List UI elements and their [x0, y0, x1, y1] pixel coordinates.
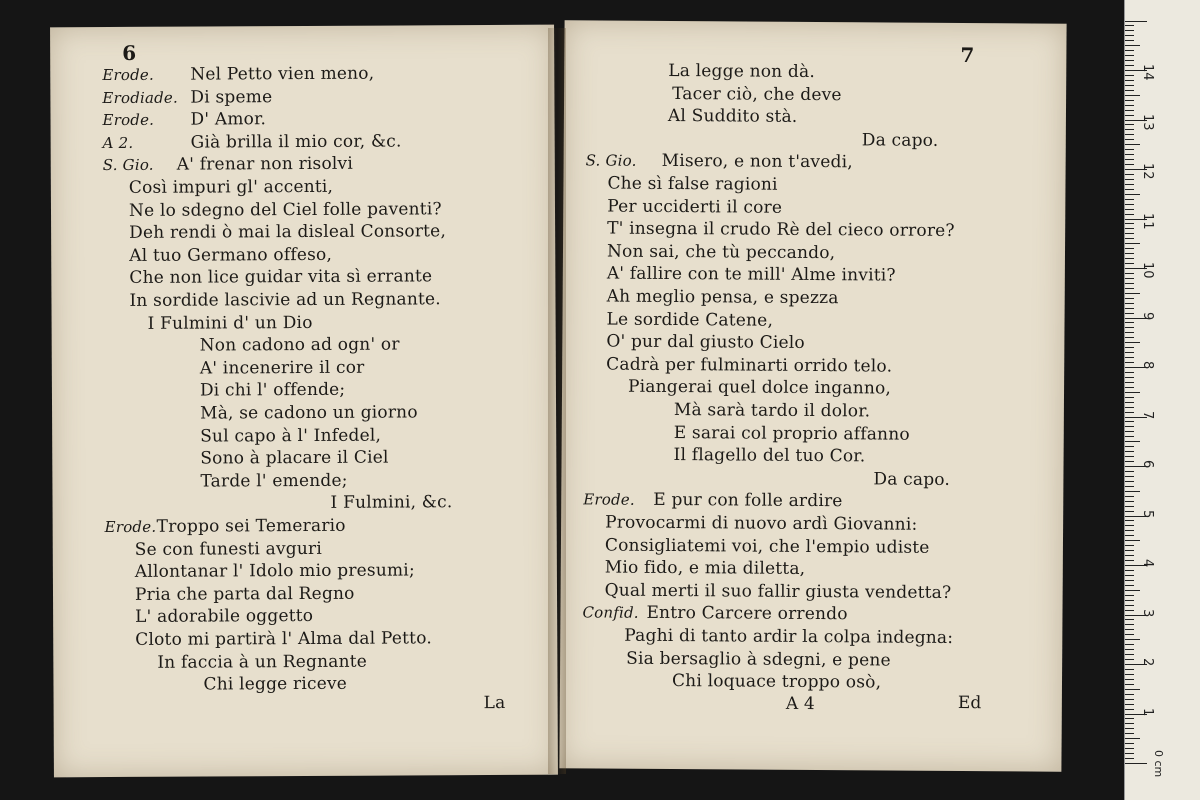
ruler-tick — [1125, 357, 1134, 358]
ruler-number: 7 — [1140, 410, 1155, 419]
ruler-tick — [1125, 540, 1140, 541]
verse-line: Consigliatemi voi, che l'empio udiste — [604, 535, 930, 558]
book-gutter — [548, 28, 566, 774]
ruler-tick — [1125, 511, 1134, 512]
verse-line: Misero, e non t'avedi, — [661, 151, 853, 173]
catchword-right: Ed — [957, 693, 982, 714]
ruler-tick — [1125, 327, 1134, 328]
ruler-tick — [1125, 238, 1134, 239]
measuring-ruler — [1124, 0, 1200, 800]
ruler-tick — [1125, 644, 1134, 645]
ruler-tick — [1125, 184, 1134, 185]
left-page — [50, 25, 558, 778]
ruler-tick — [1125, 362, 1134, 363]
ruler-tick — [1125, 689, 1140, 690]
ruler-tick — [1125, 21, 1147, 22]
ruler-tick — [1125, 481, 1134, 482]
ruler-tick — [1125, 659, 1134, 660]
ruler-tick — [1125, 313, 1134, 314]
verse-line: Così impuri gl' accenti, — [128, 176, 334, 198]
ruler-tick — [1125, 506, 1134, 507]
ruler-tick — [1125, 233, 1134, 234]
ruler-tick — [1125, 412, 1134, 413]
ruler-tick — [1125, 243, 1140, 244]
verse-line: Da capo. — [861, 130, 939, 151]
ruler-tick — [1125, 763, 1147, 764]
ruler-tick — [1125, 134, 1134, 135]
ruler-tick — [1125, 605, 1134, 606]
ruler-tick — [1125, 95, 1140, 96]
ruler-tick — [1125, 60, 1134, 61]
verse-line: Entro Carcere orrendo — [646, 603, 848, 625]
speaker-label: Erode. — [583, 490, 635, 510]
ruler-tick — [1125, 585, 1134, 586]
verse-line: Al tuo Germano offeso, — [129, 244, 333, 266]
verse-line: Sul capo à l' Infedel, — [200, 425, 382, 447]
verse-line: Le sordide Catene, — [606, 309, 774, 331]
ruler-tick — [1125, 456, 1134, 457]
ruler-number: 14 — [1140, 64, 1155, 81]
ruler-tick — [1125, 159, 1134, 160]
ruler-tick — [1125, 501, 1134, 502]
ruler-tick — [1125, 223, 1134, 224]
ruler-number: 4 — [1140, 559, 1155, 568]
verse-line: Mà, se cadono un giorno — [200, 402, 418, 424]
ruler-tick — [1125, 308, 1134, 309]
verse-line: Paghi di tanto ardir la colpa indegna: — [624, 625, 954, 648]
page-number-right: 7 — [960, 43, 975, 68]
page-number-left: 6 — [122, 40, 137, 65]
ruler-tick — [1125, 288, 1134, 289]
verse-line: La legge non dà. — [668, 60, 816, 83]
ruler-tick — [1125, 199, 1134, 200]
ruler-number: 9 — [1140, 311, 1155, 320]
ruler-tick — [1125, 65, 1134, 66]
ruler-tick — [1125, 382, 1134, 383]
ruler-tick — [1125, 560, 1134, 561]
ruler-tick — [1125, 723, 1134, 724]
verse-line: A' frenar non risolvi — [176, 154, 354, 176]
verse-line: Mà sarà tardo il dolor. — [673, 400, 871, 422]
verse-line: L' adorabile oggetto — [135, 606, 314, 628]
ruler-tick — [1125, 684, 1134, 685]
ruler-number: 11 — [1140, 212, 1155, 230]
speaker-label: Erode. — [104, 517, 157, 537]
ruler-tick — [1125, 55, 1134, 56]
ruler-tick — [1125, 679, 1134, 680]
ruler-tick — [1125, 149, 1134, 150]
verse-line: T' insegna il crudo Rè del cieco orrore? — [607, 218, 955, 242]
ruler-number: 13 — [1140, 113, 1155, 131]
ruler-tick — [1125, 451, 1134, 452]
ruler-tick — [1125, 634, 1134, 635]
speaker-label: Erodiade. — [102, 88, 179, 107]
ruler-number: 2 — [1140, 658, 1155, 667]
catchword-left: La — [483, 692, 506, 714]
ruler-tick — [1125, 397, 1134, 398]
ruler-tick — [1125, 758, 1134, 759]
ruler-tick — [1125, 273, 1134, 274]
ruler-tick — [1125, 253, 1134, 254]
ruler-tick — [1125, 639, 1140, 640]
ruler-tick — [1125, 728, 1134, 729]
ruler-tick — [1125, 402, 1134, 403]
verse-line: Nel Petto vien meno, — [190, 63, 375, 85]
verse-line: Ah meglio pensa, e spezza — [606, 286, 839, 309]
right-page — [559, 20, 1066, 771]
ruler-tick — [1125, 372, 1134, 373]
verse-line: Già brilla il mio cor, &c. — [190, 131, 402, 153]
ruler-tick — [1125, 619, 1134, 620]
ruler-tick — [1125, 555, 1134, 556]
ruler-tick — [1125, 407, 1134, 408]
ruler-tick — [1125, 154, 1134, 155]
ruler-tick — [1125, 228, 1134, 229]
ruler-tick — [1125, 441, 1140, 442]
verse-line: Provocarmi di nuovo ardì Giovanni: — [605, 512, 918, 535]
ruler-tick — [1125, 426, 1134, 427]
verse-line: E pur con folle ardire — [653, 490, 843, 512]
ruler-tick — [1125, 595, 1134, 596]
ruler-tick — [1125, 204, 1134, 205]
ruler-tick — [1125, 575, 1134, 576]
speaker-label: S. Gio. — [102, 156, 154, 175]
signature-mark: A 4 — [785, 693, 816, 715]
ruler-tick — [1125, 446, 1134, 447]
ruler-tick — [1125, 610, 1134, 611]
ruler-tick — [1125, 100, 1134, 101]
ruler-tick — [1125, 332, 1134, 333]
verse-line: Il flagello del tuo Cor. — [673, 445, 866, 467]
ruler-tick — [1125, 590, 1140, 591]
verse-line: Che sì false ragioni — [607, 173, 778, 195]
verse-line: Sono à placare il Ciel — [200, 447, 389, 469]
ruler-tick — [1125, 342, 1140, 343]
verse-line: Mio fido, e mia diletta, — [604, 557, 806, 580]
ruler-tick — [1125, 550, 1134, 551]
ruler-tick — [1125, 649, 1134, 650]
verse-line: A' incenerire il cor — [199, 357, 365, 379]
ruler-tick — [1125, 704, 1134, 705]
ruler-tick — [1125, 30, 1134, 31]
ruler-tick — [1125, 194, 1140, 195]
verse-line: A' fallire con te mill' Alme inviti? — [606, 263, 896, 286]
ruler-tick — [1125, 431, 1134, 432]
verse-line: Cadrà per fulminarti orrido telo. — [606, 354, 893, 377]
ruler-tick — [1125, 694, 1134, 695]
ruler-tick — [1125, 753, 1134, 754]
ruler-tick — [1125, 139, 1134, 140]
ruler-tick — [1125, 129, 1134, 130]
ruler-number: 3 — [1140, 608, 1155, 617]
ruler-tick — [1125, 709, 1134, 710]
verse-line: Cloto mi partirà l' Alma dal Petto. — [135, 628, 432, 650]
ruler-tick — [1125, 258, 1134, 259]
speaker-label: Erode. — [102, 110, 155, 130]
ruler-tick — [1125, 293, 1140, 294]
ruler-tick — [1125, 124, 1134, 125]
verse-line: Non cadono ad ogn' or — [199, 334, 400, 356]
verse-line: Che non lice guidar vita sì errante — [129, 266, 433, 289]
verse-line: Tarde l' emende; — [200, 470, 348, 492]
verse-line: Deh rendi ò mai la disleal Consorte, — [129, 221, 447, 244]
verse-line: Qual merti il suo fallir giusta vendetta? — [604, 580, 952, 603]
ruler-number: 12 — [1140, 163, 1155, 180]
ruler-tick — [1125, 421, 1134, 422]
verse-line: Se con funesti avguri — [134, 538, 323, 560]
ruler-tick — [1125, 164, 1134, 165]
speaker-label: Erode. — [102, 65, 154, 85]
ruler-tick — [1125, 298, 1134, 299]
ruler-tick — [1125, 486, 1134, 487]
ruler-tick — [1125, 283, 1134, 284]
verse-line: Di speme — [190, 86, 273, 108]
verse-line: In faccia à un Regnante — [157, 651, 368, 673]
ruler-tick — [1125, 629, 1134, 630]
ruler-tick — [1125, 743, 1134, 744]
verse-line: Non sai, che tù peccando, — [606, 241, 836, 263]
speaker-label: A 2. — [102, 133, 134, 152]
ruler-tick — [1125, 278, 1134, 279]
verse-line: Da capo. — [873, 469, 951, 490]
ruler-tick — [1125, 214, 1134, 215]
ruler-tick — [1125, 209, 1134, 210]
verse-line: Chi loquace troppo osò, — [671, 671, 882, 693]
ruler-tick — [1125, 491, 1140, 492]
ruler-tick — [1125, 105, 1134, 106]
ruler-unit-label: 0 cm — [1152, 750, 1165, 778]
ruler-tick — [1125, 45, 1140, 46]
verse-line: I Fulmini, &c. — [330, 492, 453, 514]
ruler-tick — [1125, 545, 1134, 546]
verse-line: Sia bersaglio à sdegni, e pene — [626, 648, 891, 671]
ruler-tick — [1125, 174, 1134, 175]
ruler-number: 5 — [1140, 509, 1155, 518]
ruler-tick — [1125, 115, 1134, 116]
verse-line: Allontanar l' Idolo mio presumi; — [134, 560, 415, 583]
ruler-number: 6 — [1140, 460, 1155, 469]
ruler-tick — [1125, 436, 1134, 437]
ruler-number: 8 — [1140, 361, 1155, 370]
verse-line: Al Suddito stà. — [667, 106, 798, 128]
ruler-tick — [1125, 303, 1134, 304]
ruler-tick — [1125, 669, 1134, 670]
verse-line: I Fulmini d' un Dio — [147, 312, 313, 334]
speaker-label: Confid. — [582, 603, 639, 623]
ruler-tick — [1125, 248, 1134, 249]
ruler-tick — [1125, 570, 1134, 571]
verse-line: Per ucciderti il core — [607, 196, 783, 218]
ruler-tick — [1125, 322, 1134, 323]
ruler-tick — [1125, 600, 1134, 601]
ruler-tick — [1125, 733, 1134, 734]
ruler-tick — [1125, 80, 1134, 81]
verse-line: O' pur dal giusto Cielo — [606, 331, 805, 354]
verse-line: Tacer ciò, che deve — [672, 83, 842, 105]
ruler-tick — [1125, 718, 1134, 719]
verse-line: Di chi l' offende; — [199, 380, 346, 401]
ruler-tick — [1125, 85, 1134, 86]
ruler-tick — [1125, 263, 1134, 264]
ruler-tick — [1125, 471, 1134, 472]
ruler-tick — [1125, 699, 1134, 700]
ruler-tick — [1125, 50, 1134, 51]
speaker-label: S. Gio. — [585, 151, 637, 171]
ruler-tick — [1125, 377, 1134, 378]
ruler-tick — [1125, 392, 1140, 393]
ruler-tick — [1125, 520, 1134, 521]
ruler-tick — [1125, 654, 1134, 655]
ruler-tick — [1125, 496, 1134, 497]
ruler-tick — [1125, 144, 1140, 145]
ruler-tick — [1125, 35, 1134, 36]
ruler-tick — [1125, 738, 1140, 739]
verse-line: D' Amor. — [190, 109, 267, 130]
ruler-tick — [1125, 535, 1134, 536]
ruler-tick — [1125, 525, 1134, 526]
ruler-tick — [1125, 110, 1134, 111]
ruler-tick — [1125, 530, 1134, 531]
verse-line: Ne lo sdegno del Ciel folle paventi? — [128, 198, 442, 221]
ruler-number: 10 — [1140, 262, 1155, 279]
ruler-tick — [1125, 476, 1134, 477]
verse-line: E sarai col proprio affanno — [673, 422, 910, 445]
ruler-tick — [1125, 337, 1134, 338]
ruler-tick — [1125, 674, 1134, 675]
ruler-tick — [1125, 179, 1134, 180]
verse-line: Pria che parta dal Regno — [134, 583, 355, 605]
ruler-tick — [1125, 347, 1134, 348]
ruler-tick — [1125, 461, 1134, 462]
ruler-tick — [1125, 189, 1134, 190]
ruler-number: 1 — [1140, 707, 1155, 716]
ruler-tick — [1125, 387, 1134, 388]
ruler-tick — [1125, 748, 1134, 749]
ruler-tick — [1125, 624, 1134, 625]
ruler-tick — [1125, 580, 1134, 581]
verse-line: Troppo sei Temerario — [156, 515, 346, 537]
ruler-tick — [1125, 40, 1134, 41]
verse-line: Chi legge riceve — [203, 673, 348, 695]
ruler-tick — [1125, 90, 1134, 91]
ruler-tick — [1125, 25, 1134, 26]
verse-line: Piangerai quel dolce inganno, — [627, 377, 892, 399]
ruler-tick — [1125, 352, 1134, 353]
ruler-tick — [1125, 75, 1134, 76]
verse-line: In sordide lascivie ad un Regnante. — [129, 289, 441, 311]
